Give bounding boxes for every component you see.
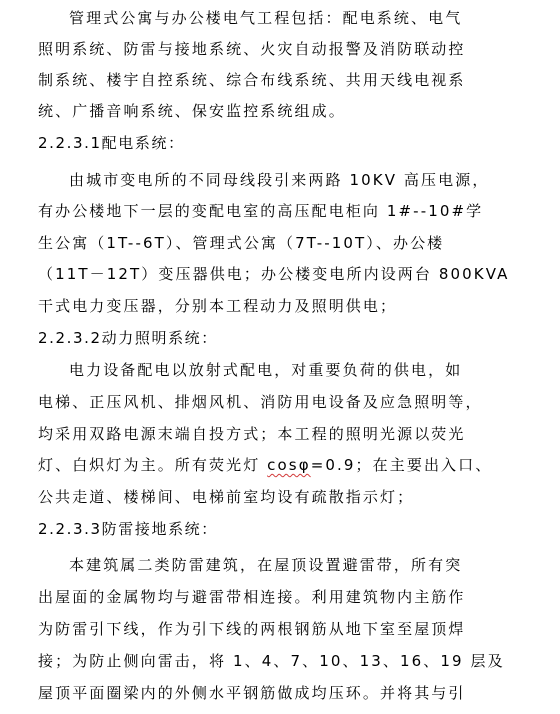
paragraph-line: 管理式公寓与办公楼电气工程包括：配电系统、电气 [69,9,463,27]
paragraph-line: 有办公楼地下一层的变配电室的高压配电柜向 1#--10#学 [38,202,484,220]
paragraph-line: 干式电力变压器，分别本工程动力及照明供电； [38,297,398,315]
spellcheck-marked-text: cosφ [267,456,311,474]
paragraph-line: 本建筑属二类防雷建筑，在屋顶设置避雷带，所有突 [69,556,463,574]
paragraph-line: 出屋面的金属物均与避雷带相连接。利用建筑物内主筋作 [38,588,466,606]
paragraph-line: 均采用双路电源末端自投方式；本工程的照明光源以荧光 [38,425,466,443]
paragraph-line: 照明系统、防雷与接地系统、火灾自动报警及消防联动控 [38,40,466,58]
section-heading: 2.2.3.2动力照明系统： [38,329,218,347]
paragraph-line [38,455,492,475]
paragraph-line: 电力设备配电以放射式配电，对重要负荷的供电，如 [69,361,463,379]
text-run: =0.9；在主要出入口、 [310,456,493,474]
text-run: 灯、白炽灯为主。所有荧光灯 [38,456,268,474]
paragraph-line: 接；为防止侧向雷击，将 1、4、7、10、13、16、19 层及 [38,652,505,670]
paragraph-line: 统、广播音响系统、保安监控系统组成。 [38,102,346,120]
paragraph-line: 生公寓（1T--6T）、管理式公寓（7T--10T）、办公楼 [38,234,445,252]
paragraph-line: 由城市变电所的不同母线段引来两路 10KV 高压电源， [69,171,490,189]
paragraph-line: （11T－12T）变压器供电；办公楼变电所内设两台 800KVA [38,265,510,283]
paragraph-line: 为防雷引下线，作为引下线的两根钢筋从地下室至屋顶焊 [38,620,466,638]
section-heading: 2.2.3.3防雷接地系统： [38,520,218,538]
section-heading: 2.2.3.1配电系统： [38,134,185,152]
paragraph-line: 公共走道、楼梯间、电梯前室均设有疏散指示灯； [38,488,415,506]
paragraph-line: 制系统、楼宇自控系统、综合布线系统、共用天线电视系 [38,71,466,89]
paragraph-line: 电梯、正压风机、排烟风机、消防用电设备及应急照明等， [38,393,483,411]
paragraph-line: 屋顶平面圈梁内的外侧水平钢筋做成均压环。并将其与引 [38,684,466,702]
